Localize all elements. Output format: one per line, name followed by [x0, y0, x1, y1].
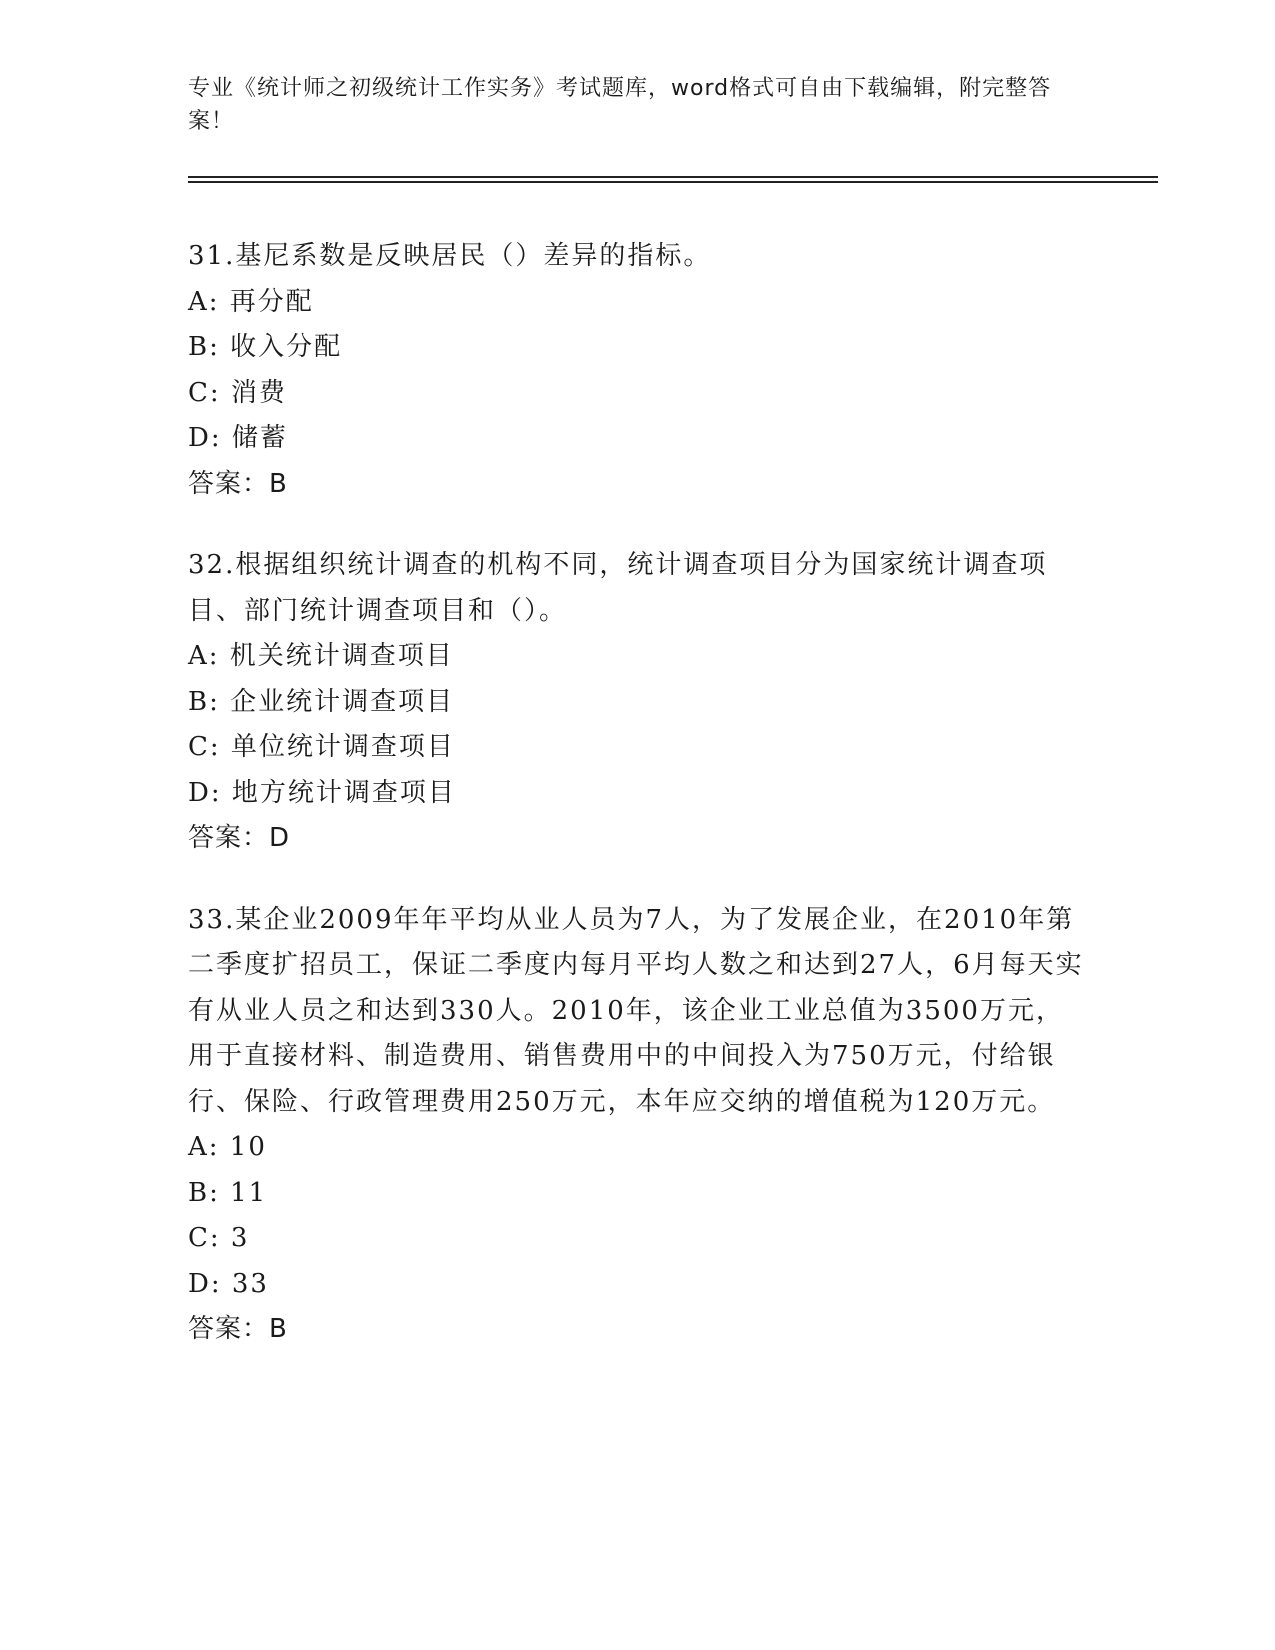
question-33 [188, 898, 1088, 1353]
option-d: D: 33 [188, 1268, 269, 1299]
option-a: A: 机关统计调查项目 [188, 641, 454, 671]
option-c: C: 单位统计调查项目 [188, 732, 455, 762]
option-c: C: 3 [188, 1223, 250, 1253]
question-list [188, 234, 1088, 1389]
answer: 答案：B [188, 468, 288, 499]
answer: 答案：B [188, 1314, 288, 1344]
header-divider-top [188, 176, 1158, 178]
question-31 [188, 234, 1088, 507]
question-stem: 31.基尼系数是反映居民（）差异的指标。 [188, 241, 712, 271]
answer: 答案：D [188, 823, 291, 853]
document-header: 专业《统计师之初级统计工作实务》考试题库，word格式可自由下载编辑，附完整答案！ [188, 76, 1052, 134]
option-a: A: 10 [188, 1132, 267, 1162]
option-b: B: 11 [188, 1177, 268, 1208]
option-b: B: 企业统计调查项目 [188, 686, 455, 717]
option-d: D: 储蓄 [188, 423, 288, 453]
question-32 [188, 543, 1088, 862]
question-stem: 32.根据组织统计调查的机构不同，统计调查项目分为国家统计调查项目、部门统计调查项目和（）。 [188, 550, 1048, 626]
option-a: A: 再分配 [188, 286, 314, 317]
option-d: D: 地方统计调查项目 [188, 777, 456, 808]
option-b: B: 收入分配 [188, 332, 343, 362]
option-c: C: 消费 [188, 377, 287, 408]
question-stem: 33.某企业2009年年平均从业人员为7人，为了发展企业，在2010年第二季度扩招员工，保证二季度内每月平均人数之和达到27人，6月每天实有从业人员之和达到330人。2010年，该企业工业总值为3500万元，用于直接材料、制造费用、销售费用中的中间投入为750万元，付给银行、保险、行政管理费用250万元，本年应交纳的增值税为120万元。 [188, 904, 1084, 1117]
header-divider-bottom [188, 181, 1158, 183]
